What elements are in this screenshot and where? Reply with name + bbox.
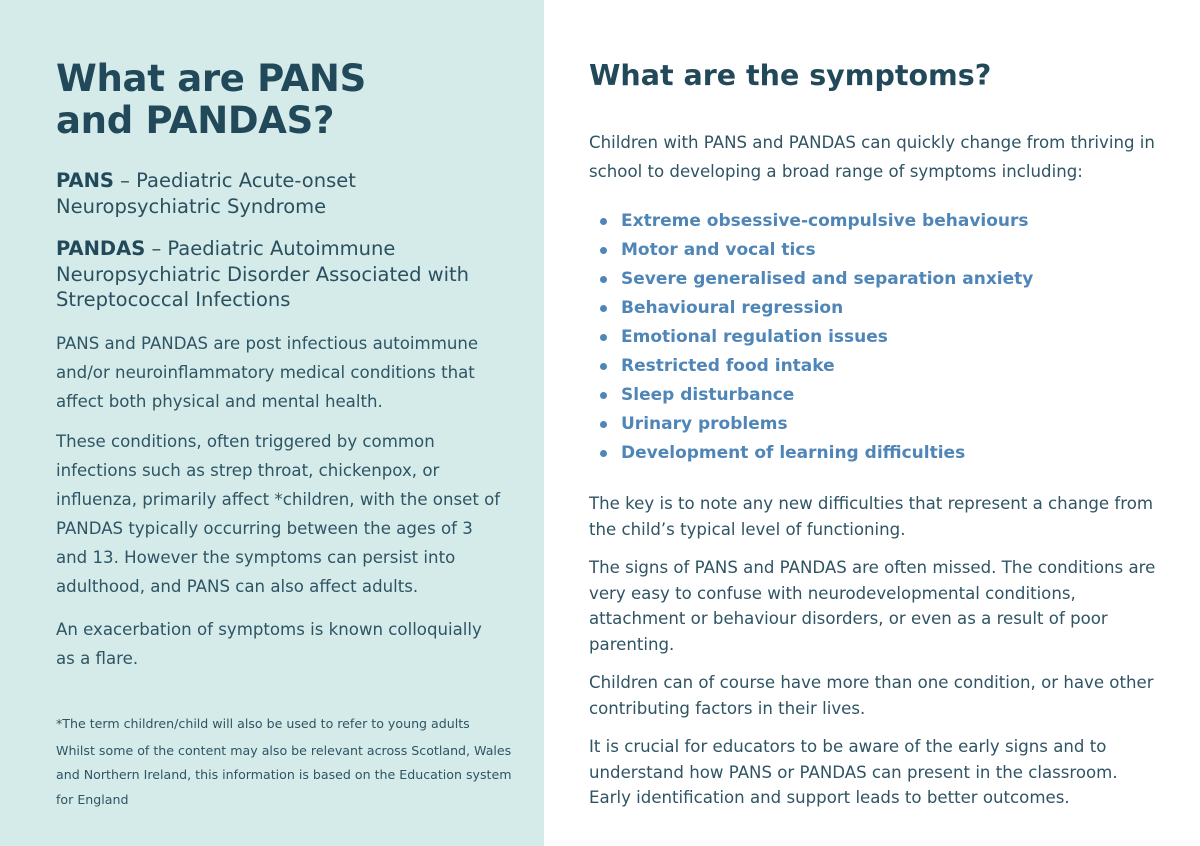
bullet-icon bbox=[600, 305, 607, 312]
bullet-icon bbox=[600, 363, 607, 370]
symptom-text: Development of learning difficulties bbox=[621, 443, 966, 463]
right-paragraph-4: It is crucial for educators to be aware of the early signs and to understand how PANS or PANDAS can present in the classroom. Early identification and support leads to better outcomes. bbox=[589, 737, 1118, 807]
title-line-2: and PANDAS? bbox=[56, 99, 335, 142]
pans-term: PANS bbox=[56, 169, 114, 192]
list-item bbox=[600, 294, 1156, 323]
symptoms-heading: What are the symptoms? bbox=[589, 59, 992, 92]
left-paragraph-3: An exacerbation of symptoms is known colloquially as a flare. bbox=[56, 619, 482, 668]
symptom-text: Extreme obsessive-compulsive behaviours bbox=[621, 211, 1029, 231]
right-paragraph-1: The key is to note any new difficulties that represent a change from the child’s typical level of functioning. bbox=[589, 494, 1154, 539]
footnote-1: *The term children/child will also be used to refer to young adults bbox=[56, 716, 470, 731]
symptom-text: Emotional regulation issues bbox=[621, 327, 888, 347]
right-panel bbox=[544, 0, 1200, 846]
symptom-text: Severe generalised and separation anxiety bbox=[621, 269, 1034, 289]
bullet-icon bbox=[600, 247, 607, 254]
symptom-text: Restricted food intake bbox=[621, 356, 835, 376]
right-paragraph-3: Children can of course have more than one condition, or have other contributing factors in their lives. bbox=[589, 673, 1154, 718]
pandas-term: PANDAS bbox=[56, 237, 146, 260]
list-item bbox=[600, 265, 1156, 294]
list-item bbox=[600, 352, 1156, 381]
bullet-icon bbox=[600, 450, 607, 457]
bullet-icon bbox=[600, 392, 607, 399]
pans-definition bbox=[56, 168, 504, 219]
bullet-icon bbox=[600, 421, 607, 428]
list-item bbox=[600, 236, 1156, 265]
symptom-text: Motor and vocal tics bbox=[621, 240, 816, 260]
symptom-text: Urinary problems bbox=[621, 414, 788, 434]
title-line-1: What are PANS bbox=[56, 57, 366, 100]
list-item bbox=[600, 410, 1156, 439]
pandas-definition bbox=[56, 236, 504, 313]
list-item bbox=[600, 207, 1156, 236]
footnotes bbox=[56, 712, 516, 812]
left-panel bbox=[0, 0, 544, 846]
list-item bbox=[600, 439, 1156, 468]
pans-definition-text: – Paediatric Acute-onset Neuropsychiatric Syndrome bbox=[56, 169, 356, 218]
bullet-icon bbox=[600, 334, 607, 341]
symptom-text: Sleep disturbance bbox=[621, 385, 795, 405]
bullet-icon bbox=[600, 218, 607, 225]
left-paragraph-2: These conditions, often triggered by common infections such as strep throat, chickenpox, or influenza, primarily affect *children, with the onset of PANDAS typically occurring between the ages of 3 and 13. However the symptoms can persist into adulthood, and PANS can also affect adults. bbox=[56, 431, 501, 596]
symptom-text: Behavioural regression bbox=[621, 298, 844, 318]
page-title bbox=[56, 58, 386, 142]
symptoms-list bbox=[589, 207, 1156, 468]
symptoms-intro: Children with PANS and PANDAS can quickly change from thriving in school to developing a broad range of symptoms including: bbox=[589, 133, 1155, 181]
right-paragraph-2: The signs of PANS and PANDAS are often missed. The conditions are very easy to confuse with neurodevelopmental conditions, attachment or behaviour disorders, or even as a result of poor parenting. bbox=[589, 558, 1156, 654]
bullet-icon bbox=[600, 276, 607, 283]
footnote-2: Whilst some of the content may also be relevant across Scotland, Wales and Northern Ireland, this information is based on the Education system for England bbox=[56, 742, 512, 807]
list-item bbox=[600, 381, 1156, 410]
left-paragraph-1: PANS and PANDAS are post infectious autoimmune and/or neuroinflammatory medical conditions that affect both physical and mental health. bbox=[56, 333, 479, 411]
list-item bbox=[600, 323, 1156, 352]
pandas-definition-text: – Paediatric Autoimmune Neuropsychiatric Disorder Associated with Streptococcal Infections bbox=[56, 237, 470, 311]
